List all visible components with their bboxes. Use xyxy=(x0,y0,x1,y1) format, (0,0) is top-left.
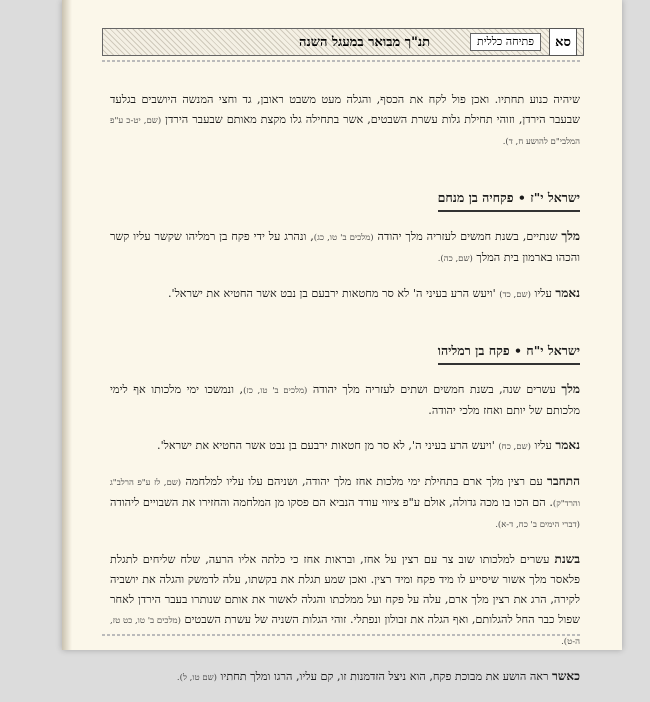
paragraph: מלך שנתיים, בשנת חמשים לעזריה מלך יהודה (מלכים ב' טו, כג), ונהרג על ידי פקח בן רמליהו שקשר עליו קשר והכהו בארמון בית המלך (שם, כה). xyxy=(110,229,580,264)
source-citation: (מלכים ב' טו, כג) xyxy=(313,233,374,243)
lead-word: כאשר xyxy=(552,669,580,683)
paragraph: כאשר ראה הושע את מבוכת פקח, הוא ניצל הזדמנות זו, קם עליו, הרגו ומלך תחתיו (שם טו, ל). xyxy=(176,669,580,683)
footer-divider xyxy=(102,634,582,636)
paragraph: מלך עשרים שנה, בשנת חמשים ושתים לעזריה מלך יהודה (מלכים ב' טו, כז), ונמשכו ימי מלכותו אף לימי מלכותם של יותם ואחז מלכי יהודה. xyxy=(110,382,581,417)
book-title: תנ"ך מבואר במעגל השנה xyxy=(299,35,431,50)
source-citation: (שם, כד) xyxy=(499,290,531,300)
lead-word: נאמר xyxy=(555,438,580,452)
paragraph: בשנת עשרים למלכותו שוב צר עם רצין על אחז, ובראות אחז כי כלתה אליו הרעה, שלח שליחים לתגלת פלאסר מלך אשור שיסייע לו מיד פקח ומיד רצין. ואכן שמע תגלת את בקשתו, עלה לדמשק והגלה את יושביה לקירה, הרג את רצין מלך ארם, עלה על פקח ועל ממלכתו והגלה לאשור את אותם שנותרו בעבר הירדן לאחר שפול כבר החל להגלותם, ואף הגלה את זבולון ונפתלי. זוהי הגלות השניה של עשרת השבטים (מלכים ב' טו, כט טז, ה-ט). xyxy=(110,552,580,647)
source-citation: (שם טו, ל). xyxy=(176,673,217,683)
page-number: סא xyxy=(549,28,577,56)
header-divider xyxy=(102,60,582,62)
page-content xyxy=(110,90,580,702)
lead-word: מלך xyxy=(561,382,581,396)
paragraph: התחבר עם רצין מלך ארם בתחילת ימי מלכות אחז מלך יהודה, ושניהם עלו עליו למלחמה (שם, לז ע"פ הרלב"ג והרד"ק). הם הכו בו מכה גדולה, אולם ע"פ ציווי עודד הנביא הם פסקו מן המלחמה והחזירו את השבויים ליהודה (דברי הימים ב' כח, ד-א). xyxy=(110,474,580,530)
source-citation: (שם, יט-כ ע"פ המלבי"ם להושע ח, ד). xyxy=(110,116,580,147)
section-heading: ישראל י"ז • פקחיה בן מנחם xyxy=(438,188,580,212)
section-heading: ישראל י"ח • פקח בן רמליהו xyxy=(438,341,580,365)
running-header xyxy=(102,28,584,56)
source-citation: (שם, כה). xyxy=(437,254,473,264)
source-citation: (דברי הימים ב' כח, ד-א). xyxy=(495,520,580,530)
paragraph: נאמר עליו (שם, כח) 'ויעש הרע בעיני ה', לא סר מן חטאות ירבעם בן נבט אשר החטיא את ישראל'. xyxy=(157,438,580,452)
lead-word: התחבר xyxy=(547,474,580,488)
source-citation: (מלכים ב' טו, כז) xyxy=(243,386,308,396)
source-citation: (שם, כח) xyxy=(498,442,531,452)
page-spine-shadow xyxy=(62,0,72,650)
lead-word: נאמר xyxy=(555,286,580,300)
paragraph: נאמר עליו (שם, כד) 'ויעש הרע בעיני ה' לא סר מחטאות ירבעם בן נבט אשר החטיא את ישראל'. xyxy=(167,286,580,300)
book-page xyxy=(62,0,622,683)
paragraph: שיהיה כנוע תחתיו. ואכן פול לקח את הכסף, והגלה מעט משבט ראובן, גד וחצי המנשה היושבים בגלעד שבעבר הירדן, וזוהי תחילת גלות עשרת השבטים, אשר בתחילה גלו מקצת מאותם שבעבר הירדן (שם, יט-כ ע"פ המלבי"ם להושע ח, ד). xyxy=(110,93,581,147)
lead-word: מלך xyxy=(561,229,580,243)
source-citation: (מלכים ב' טו, כט טז, ה-ט). xyxy=(110,616,580,647)
section-label: פתיחה כללית xyxy=(470,33,541,51)
source-citation: (שם, לז ע"פ הרלב"ג והרד"ק) xyxy=(110,478,580,509)
lead-word: בשנת xyxy=(554,552,580,566)
